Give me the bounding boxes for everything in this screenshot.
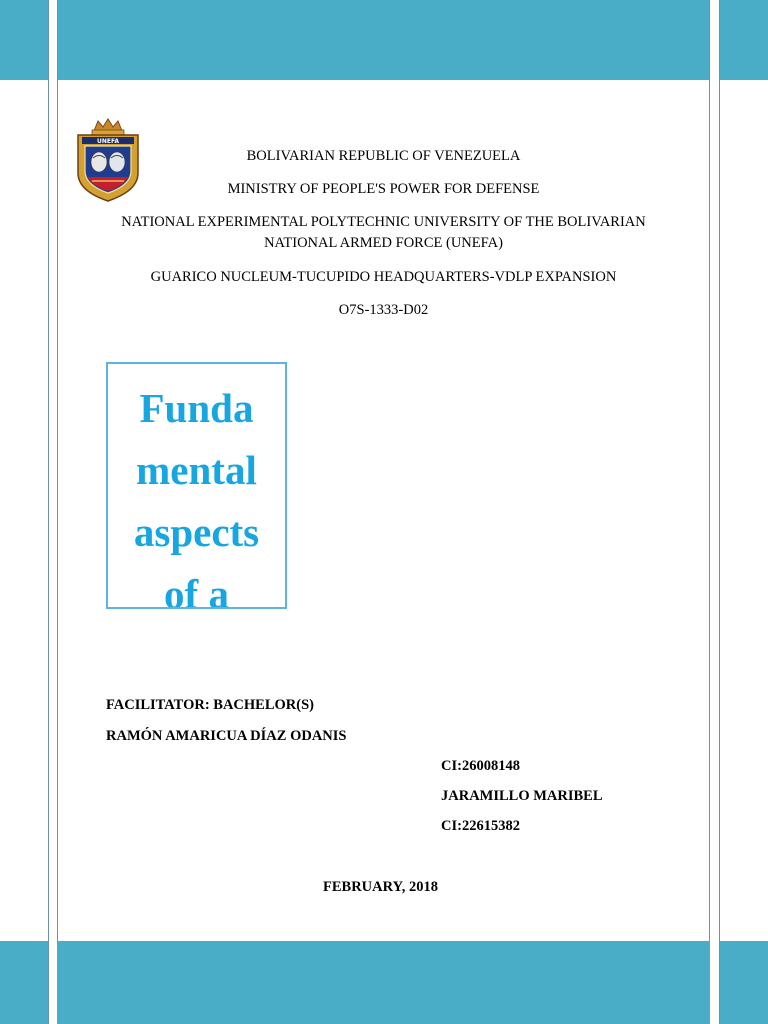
document-page [57,0,710,1024]
student-id-2: CI:22615382 [441,818,520,834]
facilitator-name: RAMÓN AMARICUA DÍAZ ODANIS [106,728,347,744]
university-line-2: NATIONAL ARMED FORCE (UNEFA) [264,235,503,251]
page-right-border [709,0,710,1024]
left-bottom-band [0,941,48,1024]
title-line-3: aspects [133,509,260,555]
right-edge-line [719,0,720,1024]
campus-line: GUARICO NUCLEUM-TUCUPIDO HEADQUARTERS-VDLP EXPANSION [150,269,617,285]
document-title [108,364,285,609]
facilitator-label: FACILITATOR: BACHELOR(S) [106,697,314,713]
left-top-band [0,0,48,80]
section-code: O7S-1333-D02 [338,302,429,318]
left-edge-line [48,0,49,1024]
title-line-1: Funda [139,385,254,431]
title-line-2: mental [136,447,257,493]
page-bottom-band [57,941,710,1024]
student-id-1: CI:26008148 [441,758,520,774]
page-top-band [57,0,710,80]
right-top-band [720,0,768,80]
country-line: BOLIVARIAN REPUBLIC OF VENEZUELA [246,148,521,164]
university-line-1: NATIONAL EXPERIMENTAL POLYTECHNIC UNIVERSITY OF THE BOLIVARIAN [121,214,646,230]
title-line-4: of a [164,571,229,609]
student-name: JARAMILLO MARIBEL [441,788,603,804]
title-text-box [106,362,287,609]
document-date: FEBRUARY, 2018 [323,879,438,895]
logo-banner-text: UNEFA [96,138,120,145]
page-left-border [57,0,58,1024]
right-bottom-band [720,941,768,1024]
ministry-line: MINISTRY OF PEOPLE'S POWER FOR DEFENSE [227,181,540,197]
